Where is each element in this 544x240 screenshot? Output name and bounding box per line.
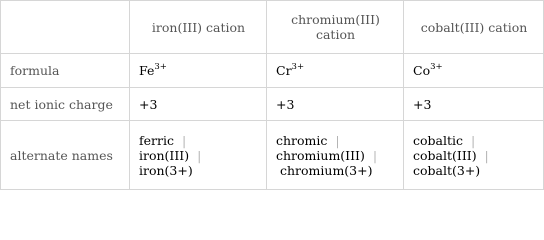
alt-name: cobaltic xyxy=(413,132,463,148)
separator: | xyxy=(470,132,476,148)
name-line xyxy=(413,163,535,178)
formula-cell-cobalt xyxy=(404,54,544,88)
formula-charge-superscript: 3+ xyxy=(154,61,167,72)
separator: | xyxy=(335,132,340,148)
row-label-names: alternate names xyxy=(1,121,130,190)
names-cell-cobalt xyxy=(404,121,544,190)
formula-cell-iron xyxy=(130,54,267,88)
name-line xyxy=(139,148,258,163)
name-line xyxy=(139,163,258,178)
alt-name: chromium(III) xyxy=(276,147,365,163)
alt-name: iron(3+) xyxy=(139,162,193,178)
charge-cell-cobalt: +3 xyxy=(404,88,544,121)
alt-name: chromium(3+) xyxy=(279,162,373,178)
column-header-cobalt: cobalt(III) cation xyxy=(404,1,544,54)
formula-cell-chromium xyxy=(267,54,404,88)
corner-cell xyxy=(1,1,130,54)
formula-charge-superscript: 3+ xyxy=(291,61,305,72)
separator: | xyxy=(372,147,378,163)
separator: | xyxy=(197,147,202,163)
formula-charge-superscript: 3+ xyxy=(430,61,443,72)
alt-name: ferric xyxy=(139,132,174,148)
separator: | xyxy=(181,132,187,148)
formula-base: Co xyxy=(413,63,431,78)
row-label-formula: formula xyxy=(1,54,130,88)
alt-name: cobalt(3+) xyxy=(413,162,481,178)
alt-name: iron(III) xyxy=(139,147,190,163)
charge-cell-iron: +3 xyxy=(130,88,267,121)
name-line xyxy=(413,133,535,148)
row-label-charge: net ionic charge xyxy=(1,88,130,121)
column-header-chromium: chromium(III) cation xyxy=(267,1,404,54)
name-line xyxy=(139,133,258,148)
alt-name: chromic xyxy=(276,132,328,148)
name-line xyxy=(276,148,395,163)
names-cell-chromium xyxy=(267,121,404,190)
table-row-formula xyxy=(1,54,544,88)
name-line xyxy=(413,148,535,163)
formula-base: Fe xyxy=(139,63,155,78)
formula-base: Cr xyxy=(276,63,292,78)
header-row xyxy=(1,1,544,54)
name-line xyxy=(276,133,395,148)
alt-name: cobalt(III) xyxy=(413,147,477,163)
column-header-iron: iron(III) cation xyxy=(130,1,267,54)
name-line xyxy=(276,163,395,178)
table-row-names xyxy=(1,121,544,190)
separator: | xyxy=(484,147,489,163)
table-row-charge xyxy=(1,88,544,121)
charge-cell-chromium: +3 xyxy=(267,88,404,121)
names-cell-iron xyxy=(130,121,267,190)
